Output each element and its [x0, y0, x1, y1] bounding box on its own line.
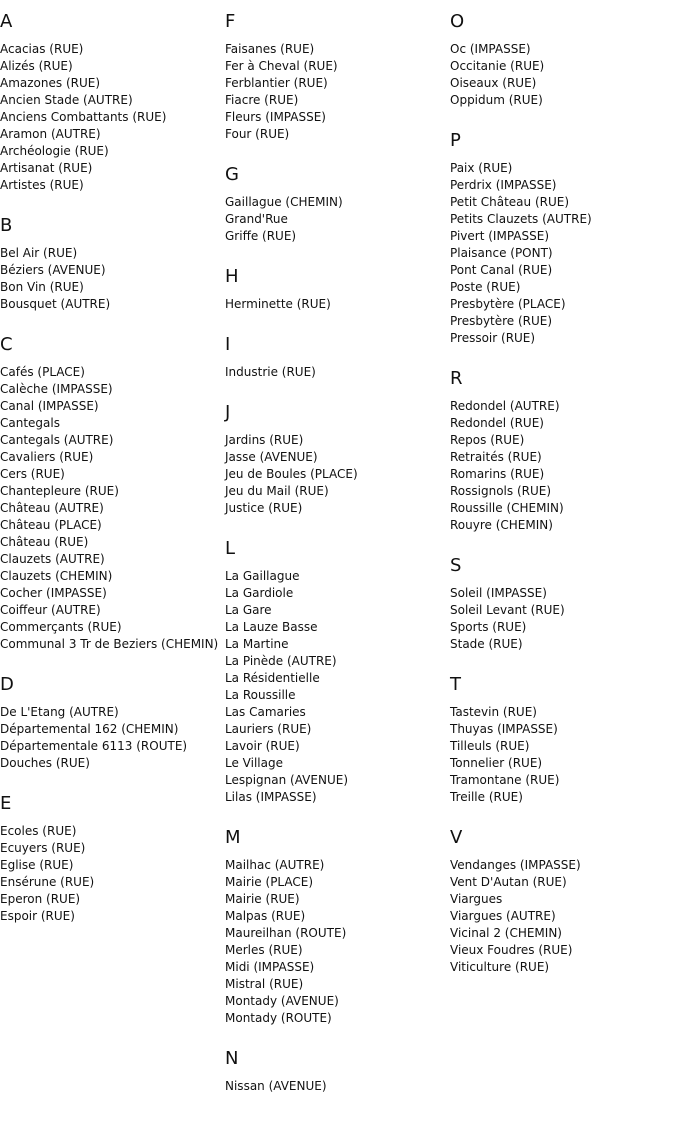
street-column-1	[0, 0, 220, 935]
street-list	[0, 823, 220, 925]
street-list-item: Redondel (AUTRE)	[450, 399, 560, 413]
street-list-item: Montady (AVENUE)	[225, 994, 339, 1008]
street-list-item: Lauriers (RUE)	[225, 722, 312, 736]
street-list-item: Ecoles (RUE)	[0, 824, 77, 838]
section-spacer	[225, 517, 445, 527]
street-list-item: Eperon (RUE)	[0, 892, 81, 906]
street-list-item: Viargues	[450, 892, 503, 906]
street-list-item: De L'Etang (AUTRE)	[0, 705, 119, 719]
section-spacer	[225, 381, 445, 391]
street-list-item: Mairie (RUE)	[225, 892, 300, 906]
street-list-item: Tilleuls (RUE)	[450, 739, 530, 753]
section-spacer	[225, 1095, 445, 1105]
letter-section	[0, 11, 220, 204]
section-letter-heading: M	[225, 827, 241, 848]
letter-section	[450, 368, 670, 544]
street-list-item: Merles (RUE)	[225, 943, 303, 957]
street-list-item: La Gardiole	[225, 586, 294, 600]
section-spacer	[450, 653, 670, 663]
section-letter-heading: A	[0, 11, 13, 32]
street-list-item: Bousquet (AUTRE)	[0, 297, 111, 311]
street-list-item: La Martine	[225, 637, 289, 651]
street-list-item: La Roussille	[225, 688, 296, 702]
letter-section	[450, 555, 670, 663]
street-list-item: Clauzets (CHEMIN)	[0, 569, 113, 583]
street-list	[450, 160, 670, 347]
street-list-item: Cers (RUE)	[0, 467, 65, 481]
street-list-item: Justice (RUE)	[225, 501, 303, 515]
section-letter-heading: J	[225, 402, 231, 423]
street-list-item: Château (PLACE)	[0, 518, 102, 532]
street-list-item: Fiacre (RUE)	[225, 93, 299, 107]
section-letter-heading: B	[0, 215, 13, 236]
street-list-item: Soleil (IMPASSE)	[450, 586, 547, 600]
street-list-item: Grand'Rue	[225, 212, 288, 226]
street-list-item: Las Camaries	[225, 705, 306, 719]
street-list-item: Industrie (RUE)	[225, 365, 316, 379]
street-list-item: Château (AUTRE)	[0, 501, 104, 515]
street-list-item: Repos (RUE)	[450, 433, 525, 447]
section-letter-heading: N	[225, 1048, 239, 1069]
street-list-item: Presbytère (PLACE)	[450, 297, 566, 311]
street-list-item: Le Village	[225, 756, 283, 770]
section-spacer	[225, 1027, 445, 1037]
street-list-item: Roussille (CHEMIN)	[450, 501, 564, 515]
street-list-item: Oc (IMPASSE)	[450, 42, 531, 56]
street-list-item: Tonnelier (RUE)	[450, 756, 543, 770]
section-letter-heading: P	[450, 130, 461, 151]
street-list-item: Oiseaux (RUE)	[450, 76, 537, 90]
section-spacer	[225, 313, 445, 323]
letter-section	[450, 11, 670, 119]
street-list	[225, 41, 445, 143]
street-list	[450, 585, 670, 653]
street-list-item: Pivert (IMPASSE)	[450, 229, 549, 243]
street-list-item: Calèche (IMPASSE)	[0, 382, 113, 396]
street-list-item: Tramontane (RUE)	[450, 773, 560, 787]
street-list-item: Pressoir (RUE)	[450, 331, 536, 345]
street-list-item: Montady (ROUTE)	[225, 1011, 332, 1025]
street-list-item: Poste (RUE)	[450, 280, 521, 294]
street-list-item: Treille (RUE)	[450, 790, 523, 804]
street-list	[225, 194, 445, 245]
street-list-item: Four (RUE)	[225, 127, 290, 141]
street-list-item: Lespignan (AVENUE)	[225, 773, 348, 787]
street-list-item: Canal (IMPASSE)	[0, 399, 99, 413]
section-letter-heading: G	[225, 164, 239, 185]
letter-section	[225, 164, 445, 255]
street-list-item: Artisanat (RUE)	[0, 161, 93, 175]
street-list-item: Plaisance (PONT)	[450, 246, 553, 260]
section-letter-heading: F	[225, 11, 236, 32]
street-list-item: Vieux Foudres (RUE)	[450, 943, 573, 957]
street-list-item: Eglise (RUE)	[0, 858, 74, 872]
street-list-item: Petits Clauzets (AUTRE)	[450, 212, 592, 226]
street-list-item: Griffe (RUE)	[225, 229, 297, 243]
street-list-item: Gaillague (CHEMIN)	[225, 195, 343, 209]
street-list-item: Mistral (RUE)	[225, 977, 304, 991]
street-list-item: Lavoir (RUE)	[225, 739, 300, 753]
street-list-item: La Pinède (AUTRE)	[225, 654, 337, 668]
letter-section	[225, 11, 445, 153]
street-list-item: Retraités (RUE)	[450, 450, 542, 464]
street-list	[0, 41, 220, 194]
street-list-item: Mairie (PLACE)	[225, 875, 314, 889]
section-spacer	[450, 109, 670, 119]
street-column-2	[225, 0, 445, 1105]
section-spacer	[450, 976, 670, 986]
street-list	[450, 704, 670, 806]
street-list-item: Anciens Combattants (RUE)	[0, 110, 167, 124]
street-list-item: Archéologie (RUE)	[0, 144, 109, 158]
street-list-item: Vendanges (IMPASSE)	[450, 858, 581, 872]
street-list-item: Cantegals (AUTRE)	[0, 433, 114, 447]
street-list	[225, 1078, 445, 1095]
section-spacer	[0, 772, 220, 782]
street-list-item: Amazones (RUE)	[0, 76, 101, 90]
letter-section	[225, 334, 445, 391]
section-letter-heading: T	[450, 674, 461, 695]
street-list	[225, 296, 445, 313]
street-list-item: Soleil Levant (RUE)	[450, 603, 565, 617]
street-list-item: Faisanes (RUE)	[225, 42, 315, 56]
street-list-item: Fer à Cheval (RUE)	[225, 59, 338, 73]
section-spacer	[0, 194, 220, 204]
letter-section	[450, 674, 670, 816]
street-list-item: La Lauze Basse	[225, 620, 318, 634]
street-list-item: Tastevin (RUE)	[450, 705, 537, 719]
street-list-item: Alizés (RUE)	[0, 59, 73, 73]
street-list-item: Vent D'Autan (RUE)	[450, 875, 567, 889]
street-list-item: Oppidum (RUE)	[450, 93, 543, 107]
street-list-item: Stade (RUE)	[450, 637, 523, 651]
street-list-item: Occitanie (RUE)	[450, 59, 545, 73]
section-spacer	[225, 245, 445, 255]
section-spacer	[0, 313, 220, 323]
street-list-item: Cavaliers (RUE)	[0, 450, 94, 464]
street-list-item: Bel Air (RUE)	[0, 246, 78, 260]
letter-section	[225, 538, 445, 816]
letter-section	[0, 334, 220, 663]
street-list-item: Ensérune (RUE)	[0, 875, 95, 889]
street-list	[450, 41, 670, 109]
street-list	[225, 364, 445, 381]
street-list-item: Bon Vin (RUE)	[0, 280, 84, 294]
street-list-item: Midi (IMPASSE)	[225, 960, 315, 974]
street-list-item: Rossignols (RUE)	[450, 484, 552, 498]
street-list-item: Thuyas (IMPASSE)	[450, 722, 558, 736]
street-list-item: Vicinal 2 (CHEMIN)	[450, 926, 562, 940]
street-list-item: Perdrix (IMPASSE)	[450, 178, 557, 192]
street-list-item: Départementale 6113 (ROUTE)	[0, 739, 188, 753]
letter-section	[450, 130, 670, 357]
section-letter-heading: O	[450, 11, 465, 32]
street-list	[0, 364, 220, 653]
section-letter-heading: E	[0, 793, 12, 814]
street-list-item: Maureilhan (ROUTE)	[225, 926, 347, 940]
street-list-item: Malpas (RUE)	[225, 909, 306, 923]
street-list-item: Pont Canal (RUE)	[450, 263, 553, 277]
street-list-item: Commerçants (RUE)	[0, 620, 122, 634]
street-list-item: Espoir (RUE)	[0, 909, 75, 923]
street-list-item: Ancien Stade (AUTRE)	[0, 93, 133, 107]
letter-section	[225, 827, 445, 1037]
street-list-item: La Gare	[225, 603, 272, 617]
street-list-item: Aramon (AUTRE)	[0, 127, 101, 141]
street-list	[225, 568, 445, 806]
letter-section	[0, 674, 220, 782]
street-list-item: Chantepleure (RUE)	[0, 484, 119, 498]
street-list	[225, 857, 445, 1027]
street-list-item: Paix (RUE)	[450, 161, 513, 175]
section-letter-heading: V	[450, 827, 463, 848]
street-list-item: Jeu de Boules (PLACE)	[225, 467, 358, 481]
street-list-item: Jardins (RUE)	[225, 433, 304, 447]
street-list-item: Romarins (RUE)	[450, 467, 545, 481]
street-list-item: Béziers (AVENUE)	[0, 263, 106, 277]
street-list-item: Clauzets (AUTRE)	[0, 552, 105, 566]
street-list-item: Presbytère (RUE)	[450, 314, 553, 328]
street-list-item: La Résidentielle	[225, 671, 320, 685]
street-list	[450, 398, 670, 534]
section-spacer	[450, 534, 670, 544]
section-letter-heading: D	[0, 674, 14, 695]
section-letter-heading: R	[450, 368, 463, 389]
street-list-item: Cocher (IMPASSE)	[0, 586, 107, 600]
section-letter-heading: L	[225, 538, 236, 559]
street-list-item: Cafés (PLACE)	[0, 365, 85, 379]
street-list-item: Fleurs (IMPASSE)	[225, 110, 326, 124]
section-spacer	[225, 806, 445, 816]
section-letter-heading: I	[225, 334, 231, 355]
street-list-item: Artistes (RUE)	[0, 178, 84, 192]
letter-section	[225, 266, 445, 323]
letter-section	[0, 215, 220, 323]
street-list-item: Ecuyers (RUE)	[0, 841, 86, 855]
street-list-item: Jeu du Mail (RUE)	[225, 484, 329, 498]
street-list-item: Douches (RUE)	[0, 756, 90, 770]
street-column-3	[450, 0, 670, 986]
section-spacer	[0, 925, 220, 935]
section-spacer	[450, 347, 670, 357]
letter-section	[450, 827, 670, 986]
street-list-item: Viargues (AUTRE)	[450, 909, 556, 923]
letter-section	[225, 1048, 445, 1105]
street-list-item: Petit Château (RUE)	[450, 195, 570, 209]
street-list-item: Coiffeur (AUTRE)	[0, 603, 101, 617]
street-list-item: Mailhac (AUTRE)	[225, 858, 325, 872]
street-list-item: La Gaillague	[225, 569, 300, 583]
street-list-item: Ferblantier (RUE)	[225, 76, 328, 90]
street-list-item: Sports (RUE)	[450, 620, 527, 634]
street-list-item: Redondel (RUE)	[450, 416, 544, 430]
street-list-item: Communal 3 Tr de Beziers (CHEMIN)	[0, 637, 219, 651]
street-list-item: Lilas (IMPASSE)	[225, 790, 317, 804]
street-list	[450, 857, 670, 976]
section-spacer	[450, 806, 670, 816]
street-list-item: Acacias (RUE)	[0, 42, 84, 56]
section-spacer	[225, 143, 445, 153]
street-list-item: Rouyre (CHEMIN)	[450, 518, 553, 532]
section-letter-heading: S	[450, 555, 462, 576]
street-list-item: Nissan (AVENUE)	[225, 1079, 327, 1093]
street-list-item: Cantegals	[0, 416, 60, 430]
section-letter-heading: H	[225, 266, 239, 287]
letter-section	[0, 793, 220, 935]
street-list	[225, 432, 445, 517]
street-list-item: Château (RUE)	[0, 535, 89, 549]
street-list	[0, 704, 220, 772]
street-list-item: Jasse (AVENUE)	[225, 450, 318, 464]
street-list	[0, 245, 220, 313]
street-list-item: Départemental 162 (CHEMIN)	[0, 722, 179, 736]
section-letter-heading: C	[0, 334, 13, 355]
street-list-item: Viticulture (RUE)	[450, 960, 550, 974]
section-spacer	[0, 653, 220, 663]
letter-section	[225, 402, 445, 527]
street-list-item: Herminette (RUE)	[225, 297, 331, 311]
